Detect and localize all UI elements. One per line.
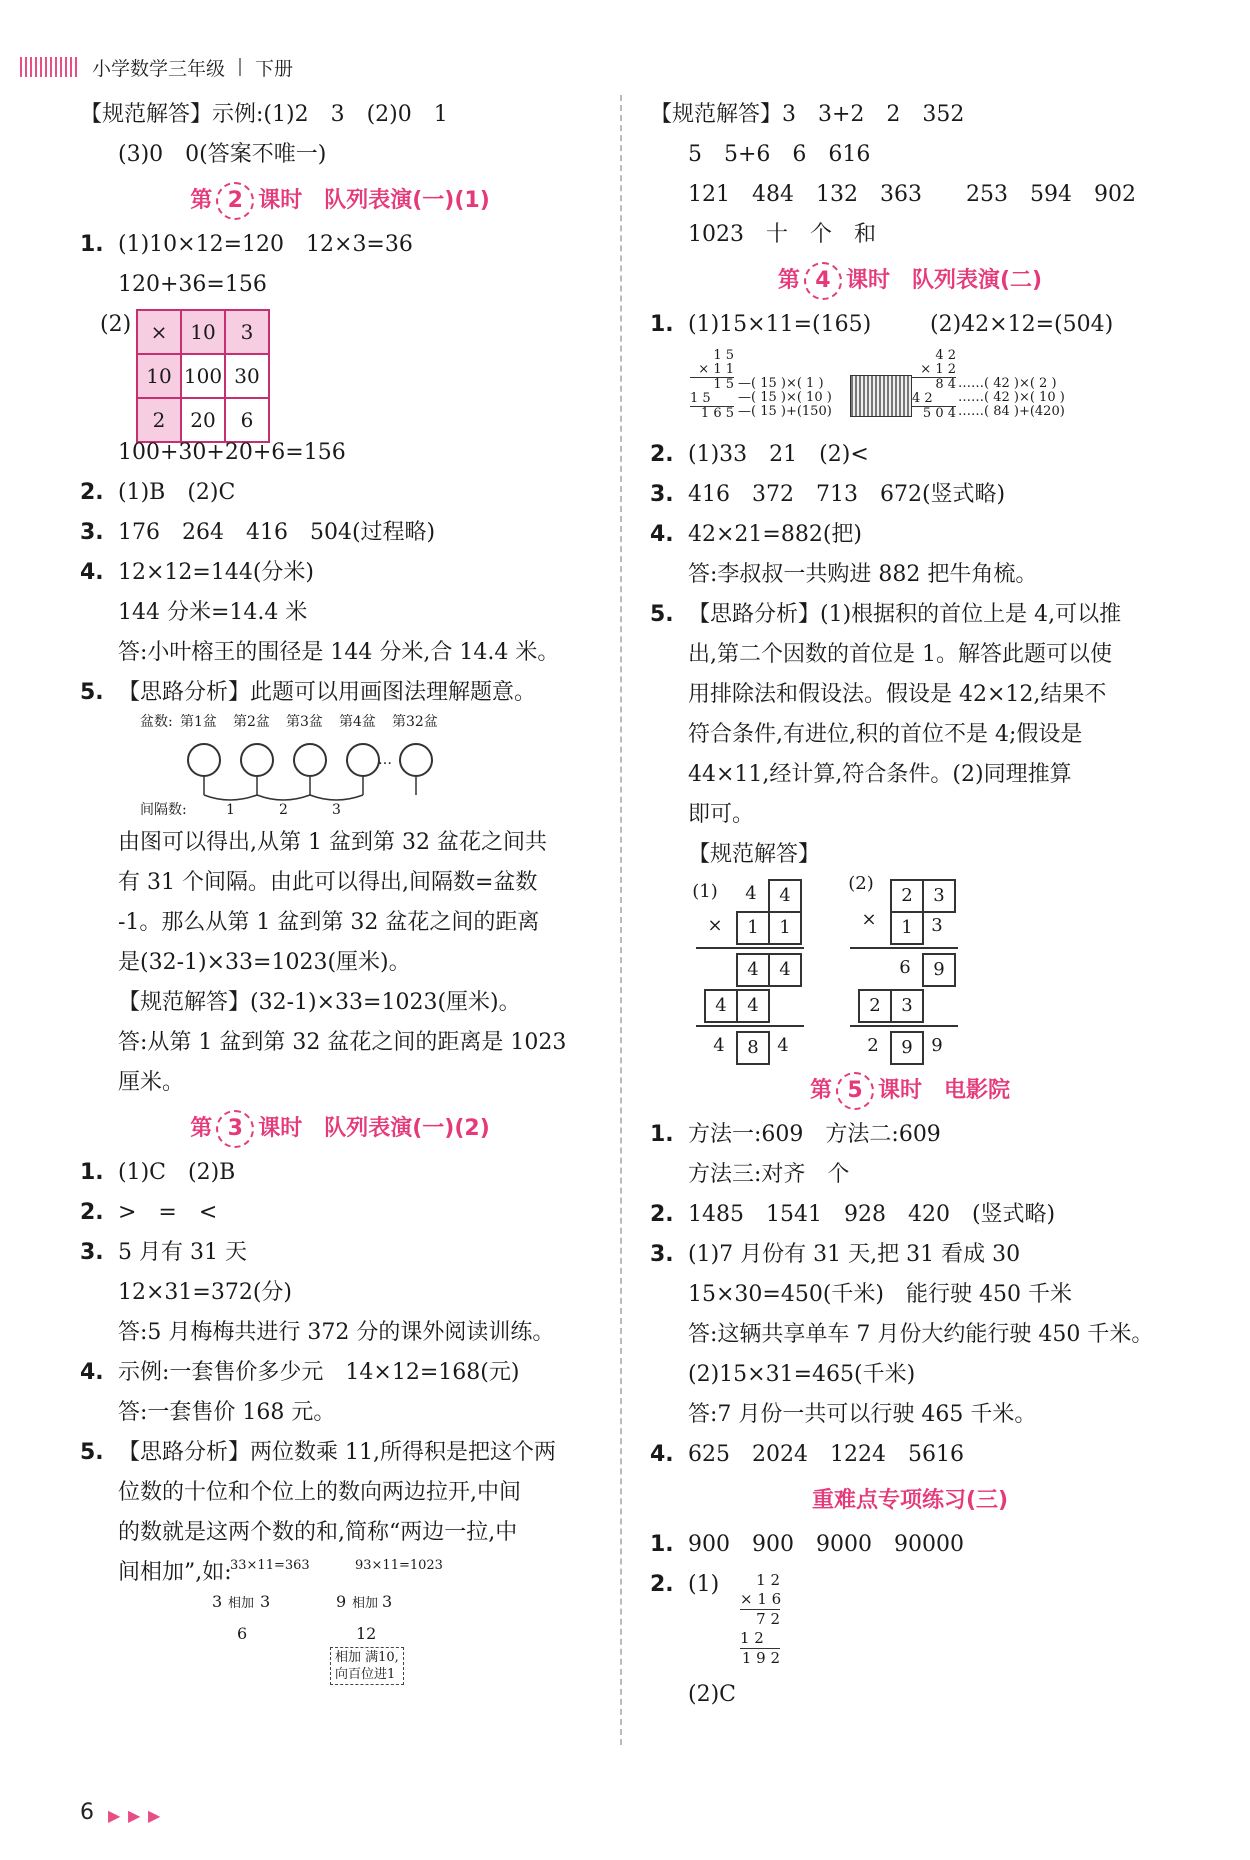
question-4: 4. 示例:一套售价多少元 14×12=168(元) [80,1360,520,1385]
diagram-lines [140,713,460,823]
question-5: 5. 【思路分析】此题可以用画图法理解题意。 [80,680,537,705]
lesson-title-3 [80,1109,600,1149]
calc-notes-right [958,377,1065,419]
calc-digit: 3 [931,915,943,936]
answer-line: 100+30+20+6=156 [118,440,346,465]
right-column [650,95,1170,1715]
answer-line: -1。那么从第 1 盆到第 32 盆花之间的距离 [118,910,540,935]
answer-line: 【规范解答】(32-1)×33=1023(厘米)。 [118,990,521,1015]
answer-text: 416 372 713 672(竖式略) [688,482,1006,507]
calc-block [740,1571,780,1668]
answer-line: (2)15×31=465(千米) [688,1362,916,1387]
interval-number: 1 [226,802,235,818]
lesson-name: 课时 队列表演(二) [845,268,1043,293]
calc-row: 1 6 5 [700,406,734,421]
diagram-label: 第4盆 [339,714,376,730]
calc-note: —( 15 )+(150) [738,404,832,419]
formation-grid-icon [850,375,912,417]
example-digit: 12 [356,1624,377,1643]
example-digit: 9 [336,1592,347,1611]
answer-text: 625 2024 1224 5616 [688,1442,964,1467]
answer-text: 42×21=882(把) [688,522,863,547]
filled-box: 8 [736,1031,770,1065]
question-4: 4. 625 2024 1224 5616 [650,1442,964,1467]
answer-line: 121 484 132 363 253 594 902 [688,182,1136,207]
question-1: 1. (1)C (2)B [80,1160,236,1185]
calc-note: ……( 42 )×( 2 ) [958,376,1057,391]
special-practice-title: 重难点专项练习(三) [811,1488,1009,1513]
answer-line: 5 5+6 6 616 [688,142,871,167]
calc-rule [696,1025,804,1027]
filled-box: 4 [768,879,802,913]
answer-text: (1)C (2)B [118,1160,236,1185]
calc-row: × 1 1 [690,363,734,378]
table-cell: 10 [137,354,181,398]
carry-note: 向百位进1 [335,1667,396,1682]
answer-line: 答:李叔叔一共购进 882 把牛角梳。 [688,562,1038,587]
answer-line: 间相加”,如: [118,1560,232,1585]
question-2: 2. (1)B (2)C [80,480,236,505]
answer-line: 用排除法和假设法。假设是 42×12,结果不 [688,682,1107,707]
carry-note-box [330,1647,404,1685]
question-2: 2. 1485 1541 928 420 (竖式略) [650,1202,1056,1227]
calc-row: 5 0 4 [922,406,956,421]
analysis-text: 【思路分析】两位数乘 11,所得积是把这个两 [118,1440,556,1465]
calc-rule [850,947,958,949]
calc-row: 1 2 [740,1629,780,1649]
filled-box: 1 [890,911,924,945]
answer-text: 方法一:609 方法二:609 [688,1122,941,1147]
filled-box: 1 [768,911,802,945]
table-cell: 30 [225,354,269,398]
calc-digit: 4 [745,883,757,904]
fill-in-vertical-calcs [650,875,1170,1065]
question-3: 3. (1)7 月份有 31 天,把 31 看成 30 [650,1242,1021,1267]
filled-box: 9 [890,1031,924,1065]
lesson-number: 2 [216,182,254,220]
table-cell: 10 [181,310,225,354]
example-digit: 3 [212,1592,223,1611]
diagram-dots: … [378,752,392,768]
answer-line: 由图可以得出,从第 1 盆到第 32 盆花之间共 [118,830,547,855]
calc-digit: 4 [713,1035,725,1056]
answer-text: 5 月有 31 天 [118,1240,247,1265]
header-volume: 下册 [255,57,294,80]
calc-rule [696,947,804,949]
answer-line: 厘米。 [118,1070,185,1095]
answer-line: 144 分米=14.4 米 [118,600,308,625]
answer-line: 是(32-1)×33=1023(厘米)。 [118,950,411,975]
header-decoration [20,57,78,77]
diagram-label: 第1盆 [180,714,217,730]
calc-digit: 6 [899,957,911,978]
calc-note: —( 15 )×( 10 ) [738,390,832,405]
lesson-prefix: 第 [190,1116,213,1141]
question-5: 5. 【思路分析】两位数乘 11,所得积是把这个两 [80,1440,556,1465]
answer-line: 答:从第 1 盆到第 32 盆花之间的距离是 1023 [118,1030,567,1055]
sub-label: (2) [100,312,132,337]
vertical-multiplication-explained [650,345,1170,435]
lesson-number: 3 [216,1110,254,1148]
calc-digit: 2 [867,1035,879,1056]
arrow-icon: ▶ [148,1806,161,1825]
answer-line: 即可。 [688,802,755,827]
calc-digit: × [861,909,877,930]
filled-box: 1 [736,911,770,945]
calc-row: 1 5 [713,348,734,363]
answer-line: 【规范解答】 [688,842,821,867]
question-4: 4. 12×12=144(分米) [80,560,315,585]
calc-digit: × [707,915,723,936]
column-divider [620,95,622,1745]
table-cell: 2 [137,398,181,442]
example-digit: 3 [382,1592,393,1611]
diagram-label: 第3盆 [286,714,323,730]
filled-box: 4 [768,953,802,987]
answer-text: (1)15×11=(165) [688,312,872,337]
answer-line: 120+36=156 [118,272,267,297]
answer-line: 答:一套售价 168 元。 [118,1400,336,1425]
question-3: 3. 5 月有 31 天 [80,1240,247,1265]
question-4: 4. 42×21=882(把) [650,522,863,547]
answer-line: 【规范解答】3 3+2 2 352 [650,102,965,127]
answer-line: 44×11,经计算,符合条件。(2)同理推算 [688,762,1072,787]
analysis-text: 【思路分析】(1)根据积的首位上是 4,可以推 [688,602,1122,627]
question-1: 1. 900 900 9000 90000 [650,1532,964,1557]
carry-note: 相加 满10, [335,1650,399,1665]
left-column [80,95,600,1703]
lesson-title-2 [80,181,600,221]
calc-row: 1 5 [690,392,734,407]
answer-text: > = < [118,1200,218,1225]
calc-row: × 1 2 [912,363,956,378]
calc-row: 1 2 [756,1571,780,1589]
header-subject: 小学数学三年级 [92,57,226,80]
question-2: 2. (1)33 21 (2)< [650,442,869,467]
sub-label: (2) [848,873,874,894]
answer-text: (1)B (2)C [118,480,236,505]
lesson-number: 4 [804,262,842,300]
calc-row: 8 4 [935,377,956,392]
answer-text: 1485 1541 928 420 (竖式略) [688,1202,1056,1227]
lesson-prefix: 第 [777,268,800,293]
pot-interval-diagram [140,713,600,823]
table-cell: 6 [225,398,269,442]
filled-box: 3 [922,879,956,913]
sub-label: (1) [688,1572,720,1597]
calc-row: × 1 6 [740,1590,782,1608]
table-cell: × [137,310,181,354]
calc-digit: 4 [777,1035,789,1056]
answer-text: (1)33 21 (2)< [688,442,869,467]
question-1: 1. (1)15×11=(165) (2)42×12=(504) [650,305,1170,345]
example-digit: 3 [260,1592,271,1611]
answer-text: (2)42×12=(504) [930,312,1114,337]
filled-box: 2 [890,879,924,913]
lesson-title-5 [650,1071,1170,1111]
answer-line: 15×30=450(千米) 能行驶 450 千米 [688,1282,1072,1307]
interval-number: 2 [279,802,288,818]
table-cell: 3 [225,310,269,354]
filled-box: 4 [736,953,770,987]
arrow-icon: ▶ [108,1806,121,1825]
answer-text: (1)7 月份有 31 天,把 31 看成 30 [688,1242,1021,1267]
lesson-prefix: 第 [190,188,213,213]
answer-text: 900 900 9000 90000 [688,1532,964,1557]
filled-box: 4 [736,989,770,1023]
filled-box: 4 [704,989,738,1023]
analysis-text: 【思路分析】此题可以用画图法理解题意。 [118,680,537,705]
table-cell: 20 [181,398,225,442]
calc-notes-left [738,377,832,419]
example-note: 相加 [352,1596,379,1611]
answer-line: 答:小叶榕王的围径是 144 分米,合 14.4 米。 [118,640,560,665]
calc-right [912,349,956,421]
lesson-name: 课时 电影院 [878,1078,1011,1103]
table-cell: 100 [181,354,225,398]
answer-line: 出,第二个因数的首位是 1。解答此题可以使 [688,642,1112,667]
question-2: 2. (1) 1 2 × 1 6 7 2 1 2 1 9 2 [650,1571,782,1667]
lesson-number: 5 [836,1072,874,1110]
answer-text: 176 264 416 504(过程略) [118,520,436,545]
answer-line: 12×31=372(分) [118,1280,293,1305]
example-equation: 93×11=1023 [355,1558,443,1573]
answer-line: 答:5 月梅梅共进行 372 分的课外阅读训练。 [118,1320,555,1345]
lesson-title-4 [650,261,1170,301]
answer-line: 符合条件,有进位,积的首位不是 4;假设是 [688,722,1083,747]
question-3: 3. 176 264 416 504(过程略) [80,520,436,545]
question-3: 3. 416 372 713 672(竖式略) [650,482,1006,507]
example-digit: 6 [237,1624,248,1643]
answer-line: (2)C [688,1682,736,1707]
answer-text: (1)10×12=120 12×3=36 [118,232,413,257]
answer-line: (3)0 0(答案不唯一) [118,142,327,167]
question-1: 1. (1)10×12=120 12×3=36 [80,232,413,257]
filled-box: 2 [858,989,892,1023]
answer-text: 示例:一套售价多少元 14×12=168(元) [118,1360,520,1385]
sub-label: (1) [692,881,718,902]
answer-line: 有 31 个间隔。由此可以得出,间隔数=盆数 [118,870,538,895]
header-separator [239,58,241,76]
answer-line: 的数就是这两个数的和,简称“两边一拉,中 [118,1520,518,1545]
calc-row: 7 2 [756,1610,780,1628]
calc-row: 1 5 [713,377,734,392]
filled-box: 3 [890,989,924,1023]
answer-line: 1023 十 个 和 [688,222,876,247]
diagram-label: 盆数: [140,714,173,730]
lesson-prefix: 第 [809,1078,832,1103]
answer-text: 12×12=144(分米) [118,560,315,585]
page-number: 6 [80,1800,94,1825]
calc-row: 4 2 [912,392,956,407]
example-equation: 33×11=363 [230,1558,310,1573]
answer-line: 答:7 月份一共可以行驶 465 千米。 [688,1402,1037,1427]
question-2: 2. > = < [80,1200,218,1225]
arrow-icon: ▶ [128,1806,141,1825]
lesson-name: 课时 队列表演(一)(1) [258,188,490,213]
interval-number: 3 [332,802,341,818]
calc-note: ……( 84 )+(420) [958,404,1065,419]
filled-box: 9 [922,953,956,987]
diagram-label: 间隔数: [140,802,187,818]
calc-note: —( 15 )×( 1 ) [738,376,824,391]
lesson-name: 课时 队列表演(一)(2) [258,1116,490,1141]
diagram-label: 第2盆 [233,714,270,730]
calc-digit: 9 [931,1035,943,1056]
calc-row: 4 2 [935,348,956,363]
question-5: 5. 【思路分析】(1)根据积的首位上是 4,可以推 [650,602,1122,627]
calc-row: 1 9 2 [741,1649,780,1667]
calc-left [690,349,734,421]
answer-line: 方法三:对齐 个 [688,1162,850,1187]
question-1: 1. 方法一:609 方法二:609 [650,1122,941,1147]
multiplication-table [136,309,270,443]
answer-line: 答:这辆共享单车 7 月份大约能行驶 450 千米。 [688,1322,1154,1347]
answer-line: 位数的十位和个位上的数向两边拉开,中间 [118,1480,521,1505]
example-note: 相加 [228,1596,255,1611]
calc-rule [850,1025,958,1027]
multiplication-table-block [80,305,600,433]
calc-note: ……( 42 )×( 10 ) [958,390,1065,405]
diagram-label: 第32盆 [392,714,438,730]
answer-line: 【规范解答】示例:(1)2 3 (2)0 1 [80,102,448,127]
page-header [20,52,293,82]
